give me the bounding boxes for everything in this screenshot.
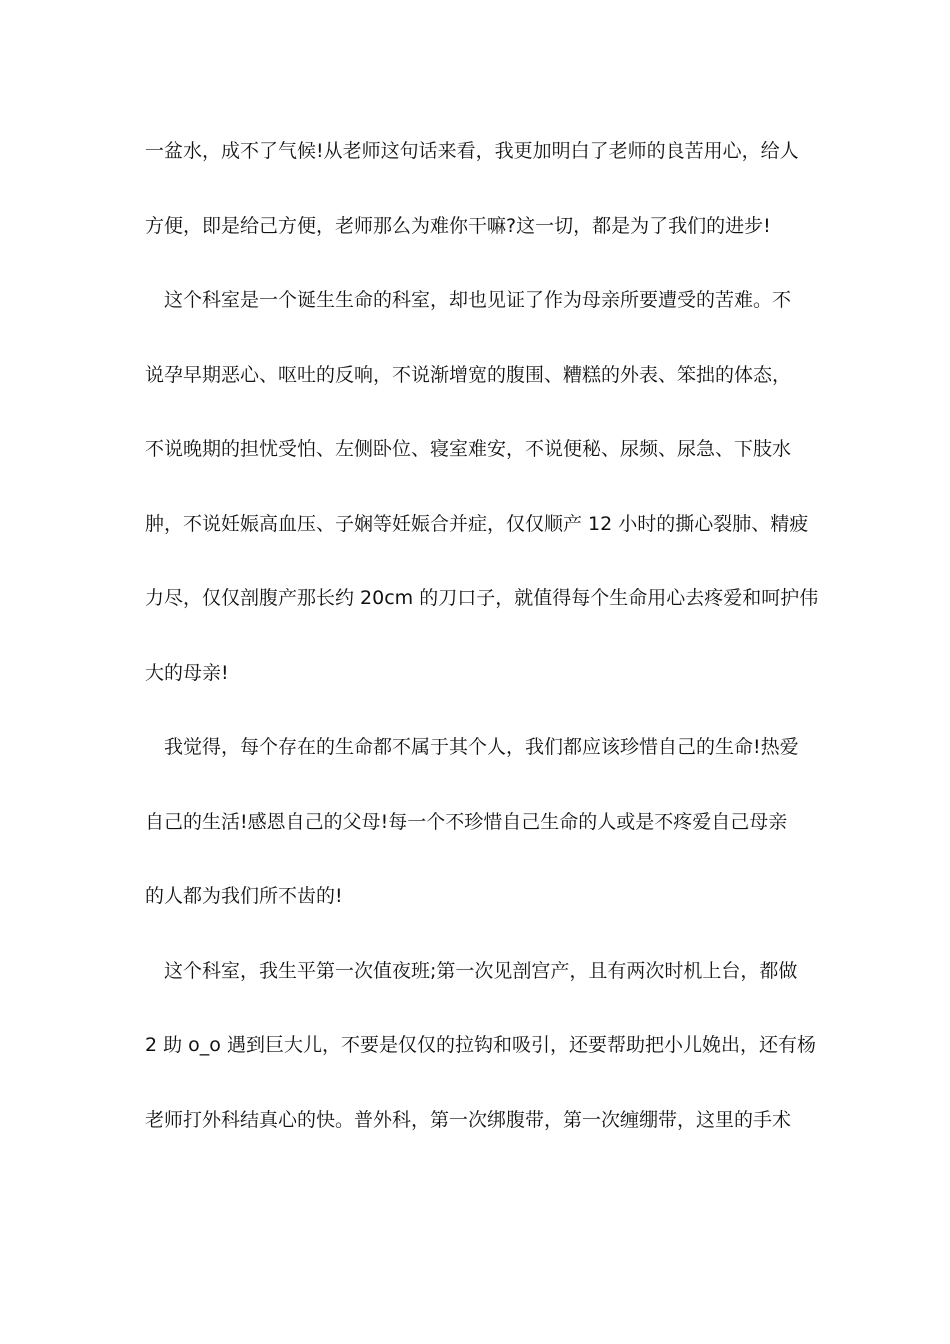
text-line: 老师打外科结真心的快。普外科，第一次绑腹带，第一次缠绷带，这里的手术 (145, 1108, 792, 1131)
text-line: 2 助 o_o 遇到巨大儿，不要是仅仅的拉钩和吸引，还要帮助把小儿娩出，还有杨 (145, 1034, 816, 1056)
text-line: 我觉得，每个存在的生命都不属于其个人，我们都应该珍惜自己的生命!热爱 (164, 736, 799, 758)
text-line: 大的母亲! (145, 661, 229, 684)
text-line: 这个科室是一个诞生生命的科室，却也见证了作为母亲所要遭受的苦难。不 (164, 289, 792, 311)
text-line: 自己的生活!感恩自己的父母!每一个不珍惜自己生命的人或是不疼爱自己母亲 (145, 810, 788, 833)
document-body (145, 132, 819, 1175)
text-line: 一盆水，成不了气候!从老师这句话来看，我更加明白了老师的良苦用心，给人 (145, 140, 799, 162)
text-line: 力尽，仅仅剖腹产那长约 20cm 的刀口子，就值得每个生命用心去疼爱和呵护伟 (145, 587, 819, 609)
text-line: 这个科室，我生平第一次值夜班;第一次见剖宫产，且有两次时机上台，都做 (164, 959, 798, 982)
text-line: 不说晚期的担忧受怕、左侧卧位、寝室难安，不说便秘、尿频、尿急、下肢水 (145, 438, 792, 460)
text-line: 的人都为我们所不齿的! (145, 885, 343, 907)
text-line: 方便，即是给己方便，老师那么为难你干嘛?这一切，都是为了我们的进步! (145, 214, 771, 237)
text-line: 说孕早期恶心、呕吐的反响，不说渐增宽的腹围、糟糕的外表、笨拙的体态， (145, 363, 792, 386)
text-line: 肿，不说妊娠高血压、子娴等妊娠合并症，仅仅顺产 12 小时的撕心裂肺、精疲 (145, 512, 809, 535)
